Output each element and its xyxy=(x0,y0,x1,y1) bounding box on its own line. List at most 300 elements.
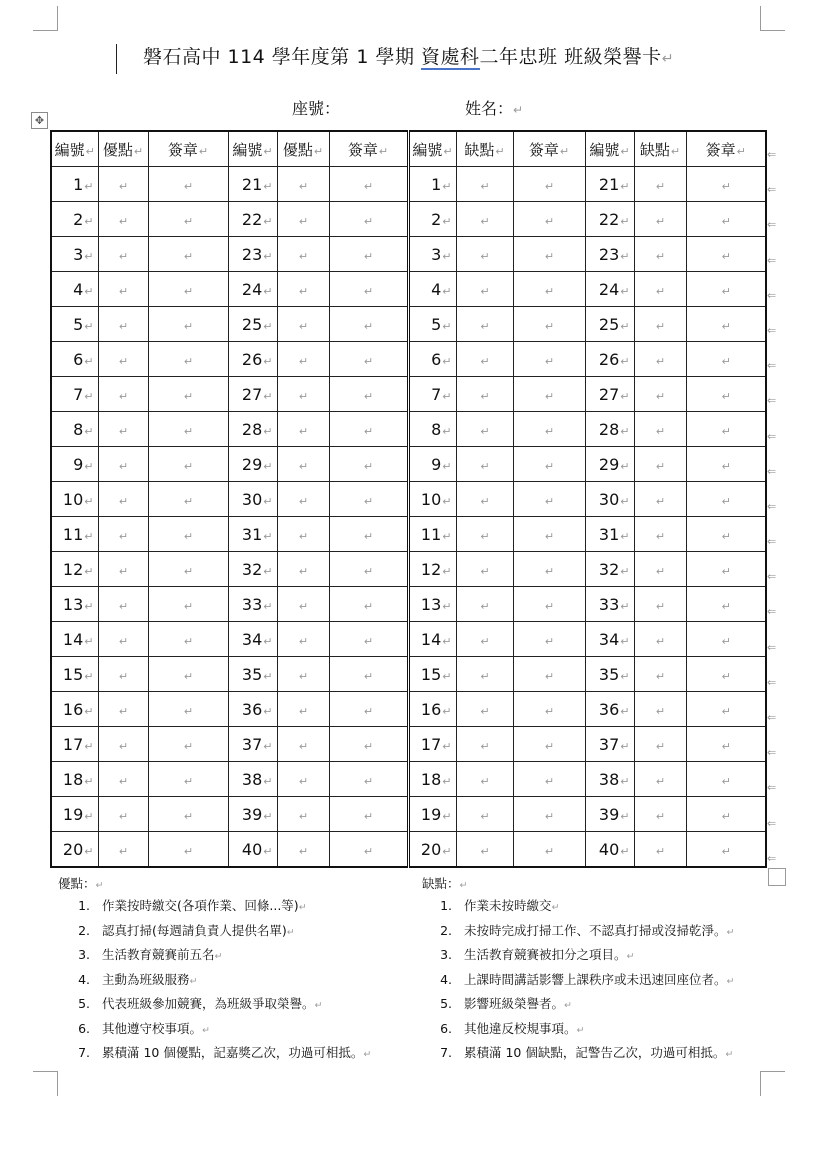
row-end-mark-icon: ⇐ xyxy=(767,148,777,161)
signature-cell[interactable]: ↵ xyxy=(513,517,585,552)
signature-cell[interactable]: ↵ xyxy=(686,797,766,832)
entry-number: 39↵ xyxy=(228,797,277,832)
signature-cell[interactable]: ↵ xyxy=(513,797,585,832)
signature-cell[interactable]: ↵ xyxy=(329,167,408,202)
point-cell[interactable]: ↵ xyxy=(277,727,329,762)
signature-cell[interactable]: ↵ xyxy=(686,307,766,342)
point-cell[interactable]: ↵ xyxy=(98,342,148,377)
entry-number: 4↵ xyxy=(51,272,98,307)
row-end-mark-icon: ⇐ xyxy=(767,675,777,689)
table-move-handle-icon[interactable]: ✥ xyxy=(31,112,48,129)
point-cell[interactable]: ↵ xyxy=(634,762,686,797)
point-cell[interactable]: ↵ xyxy=(277,272,329,307)
crop-mark-top-left xyxy=(33,6,58,31)
signature-cell[interactable]: ↵ xyxy=(329,587,408,622)
row-end-marks xyxy=(767,148,779,887)
signature-cell[interactable]: ↵ xyxy=(513,657,585,692)
entry-number: 7↵ xyxy=(408,377,456,412)
honor-card-table xyxy=(50,130,767,868)
entry-number: 23↵ xyxy=(228,237,277,272)
entry-number: 5↵ xyxy=(408,307,456,342)
point-cell[interactable]: ↵ xyxy=(98,587,148,622)
signature-cell[interactable]: ↵ xyxy=(329,447,408,482)
entry-number: 8↵ xyxy=(408,412,456,447)
entry-number: 26↵ xyxy=(585,342,634,377)
entry-number: 22↵ xyxy=(228,202,277,237)
point-cell[interactable]: ↵ xyxy=(456,202,513,237)
row-end-mark-icon: ⇐ xyxy=(767,851,777,865)
column-header: 簽章↵ xyxy=(513,131,585,167)
point-cell[interactable]: ↵ xyxy=(277,307,329,342)
entry-number: 22↵ xyxy=(585,202,634,237)
table-row xyxy=(51,727,766,762)
entry-number: 27↵ xyxy=(228,377,277,412)
entry-number: 20↵ xyxy=(51,832,98,868)
row-end-mark-icon: ⇐ xyxy=(767,535,777,549)
point-cell[interactable]: ↵ xyxy=(277,797,329,832)
signature-cell[interactable]: ↵ xyxy=(329,657,408,692)
signature-cell[interactable]: ↵ xyxy=(329,762,408,797)
signature-cell[interactable]: ↵ xyxy=(148,272,228,307)
point-cell[interactable]: ↵ xyxy=(456,412,513,447)
list-item: 6. 其他遵守校事項。↵ xyxy=(78,1020,210,1036)
point-cell[interactable]: ↵ xyxy=(277,342,329,377)
entry-number: 12↵ xyxy=(51,552,98,587)
point-cell[interactable]: ↵ xyxy=(98,622,148,657)
signature-cell[interactable]: ↵ xyxy=(513,307,585,342)
signature-cell[interactable]: ↵ xyxy=(329,342,408,377)
entry-number: 1↵ xyxy=(51,167,98,202)
entry-number: 6↵ xyxy=(51,342,98,377)
signature-cell[interactable]: ↵ xyxy=(513,342,585,377)
signature-cell[interactable]: ↵ xyxy=(148,832,228,868)
entry-number: 8↵ xyxy=(51,412,98,447)
point-cell[interactable]: ↵ xyxy=(277,482,329,517)
column-header: 編號↵ xyxy=(228,131,277,167)
point-cell[interactable]: ↵ xyxy=(456,657,513,692)
entry-number: 15↵ xyxy=(51,657,98,692)
table-row xyxy=(51,342,766,377)
table-resize-handle[interactable] xyxy=(768,868,786,886)
entry-number: 36↵ xyxy=(585,692,634,727)
entry-number: 28↵ xyxy=(585,412,634,447)
entry-number: 34↵ xyxy=(228,622,277,657)
point-cell[interactable]: ↵ xyxy=(456,237,513,272)
table-row xyxy=(51,447,766,482)
signature-cell[interactable]: ↵ xyxy=(148,447,228,482)
point-cell[interactable]: ↵ xyxy=(634,587,686,622)
signature-cell[interactable]: ↵ xyxy=(686,832,766,868)
merit-rules-heading: 優點：↵ xyxy=(58,876,104,891)
row-end-mark-icon: ⇐ xyxy=(767,605,777,619)
row-end-mark-icon: ⇐ xyxy=(767,570,777,584)
point-cell[interactable]: ↵ xyxy=(634,657,686,692)
entry-number: 9↵ xyxy=(51,447,98,482)
point-cell[interactable]: ↵ xyxy=(277,517,329,552)
signature-cell[interactable]: ↵ xyxy=(148,342,228,377)
signature-cell[interactable]: ↵ xyxy=(686,727,766,762)
signature-cell[interactable]: ↵ xyxy=(686,622,766,657)
signature-cell[interactable]: ↵ xyxy=(686,202,766,237)
entry-number: 2↵ xyxy=(408,202,456,237)
row-end-mark-icon: ⇐ xyxy=(767,394,777,408)
point-cell[interactable]: ↵ xyxy=(634,237,686,272)
entry-number: 32↵ xyxy=(585,552,634,587)
entry-number: 20↵ xyxy=(408,832,456,868)
point-cell[interactable]: ↵ xyxy=(634,797,686,832)
point-cell[interactable]: ↵ xyxy=(98,377,148,412)
signature-cell[interactable]: ↵ xyxy=(513,587,585,622)
row-end-mark-icon: ⇐ xyxy=(767,288,777,302)
signature-cell[interactable]: ↵ xyxy=(329,622,408,657)
list-item: 3. 生活教育競賽前五名↵ xyxy=(78,947,223,962)
seat-label: 座號： xyxy=(292,99,341,118)
demerit-rules-heading: 缺點：↵ xyxy=(422,876,468,891)
point-cell[interactable]: ↵ xyxy=(456,762,513,797)
entry-number: 38↵ xyxy=(585,762,634,797)
entry-number: 19↵ xyxy=(408,797,456,832)
table-row xyxy=(51,237,766,272)
list-item: 1. 作業按時繳交(各項作業、回條...等)↵ xyxy=(78,898,307,913)
table-row xyxy=(51,202,766,237)
point-cell[interactable]: ↵ xyxy=(98,307,148,342)
point-cell[interactable]: ↵ xyxy=(634,482,686,517)
list-item: 4. 上課時間講話影響上課秩序或未迅速回座位者。↵ xyxy=(440,971,735,987)
entry-number: 9↵ xyxy=(408,447,456,482)
signature-cell[interactable]: ↵ xyxy=(148,202,228,237)
demerit-rules xyxy=(422,874,734,1068)
column-header: 缺點↵ xyxy=(634,131,686,167)
point-cell[interactable]: ↵ xyxy=(98,517,148,552)
signature-cell[interactable]: ↵ xyxy=(329,727,408,762)
entry-number: 26↵ xyxy=(228,342,277,377)
paragraph-mark-icon: ↵ xyxy=(513,103,524,117)
column-header: 簽章↵ xyxy=(686,131,766,167)
entry-number: 2↵ xyxy=(51,202,98,237)
signature-cell[interactable]: ↵ xyxy=(148,237,228,272)
signature-cell[interactable]: ↵ xyxy=(148,797,228,832)
signature-cell[interactable]: ↵ xyxy=(686,237,766,272)
page-title[interactable] xyxy=(0,42,817,69)
signature-cell[interactable]: ↵ xyxy=(513,202,585,237)
point-cell[interactable]: ↵ xyxy=(277,447,329,482)
signature-cell[interactable]: ↵ xyxy=(513,447,585,482)
point-cell[interactable]: ↵ xyxy=(456,447,513,482)
merit-rules xyxy=(58,874,371,1068)
column-header: 編號↵ xyxy=(51,131,98,167)
column-header: 優點↵ xyxy=(98,131,148,167)
entry-number: 25↵ xyxy=(228,307,277,342)
point-cell[interactable]: ↵ xyxy=(634,832,686,868)
entry-number: 3↵ xyxy=(408,237,456,272)
signature-cell[interactable]: ↵ xyxy=(329,552,408,587)
entry-number: 23↵ xyxy=(585,237,634,272)
signature-cell[interactable]: ↵ xyxy=(686,482,766,517)
point-cell[interactable]: ↵ xyxy=(98,832,148,868)
entry-number: 5↵ xyxy=(51,307,98,342)
table-row xyxy=(51,622,766,657)
column-header: 編號↵ xyxy=(585,131,634,167)
point-cell[interactable]: ↵ xyxy=(98,692,148,727)
point-cell[interactable]: ↵ xyxy=(456,587,513,622)
entry-number: 32↵ xyxy=(228,552,277,587)
list-item: 2. 認真打掃(每週請負責人提供名單)↵ xyxy=(78,922,295,938)
entry-number: 17↵ xyxy=(408,727,456,762)
point-cell[interactable]: ↵ xyxy=(277,202,329,237)
entry-number: 15↵ xyxy=(408,657,456,692)
column-header: 簽章↵ xyxy=(329,131,408,167)
signature-cell[interactable]: ↵ xyxy=(329,692,408,727)
table-row xyxy=(51,832,766,868)
point-cell[interactable]: ↵ xyxy=(277,377,329,412)
table-row xyxy=(51,167,766,202)
table-row xyxy=(51,587,766,622)
entry-number: 40↵ xyxy=(228,832,277,868)
point-cell[interactable]: ↵ xyxy=(634,167,686,202)
signature-cell[interactable]: ↵ xyxy=(513,832,585,868)
point-cell[interactable]: ↵ xyxy=(98,167,148,202)
signature-cell[interactable]: ↵ xyxy=(148,482,228,517)
entry-number: 13↵ xyxy=(408,587,456,622)
point-cell[interactable]: ↵ xyxy=(456,832,513,868)
point-cell[interactable]: ↵ xyxy=(634,552,686,587)
point-cell[interactable]: ↵ xyxy=(277,412,329,447)
entry-number: 31↵ xyxy=(585,517,634,552)
table-row xyxy=(51,482,766,517)
point-cell[interactable]: ↵ xyxy=(456,482,513,517)
entry-number: 24↵ xyxy=(585,272,634,307)
point-cell[interactable]: ↵ xyxy=(456,342,513,377)
column-header: 編號↵ xyxy=(408,131,456,167)
entry-number: 16↵ xyxy=(51,692,98,727)
entry-number: 21↵ xyxy=(228,167,277,202)
entry-number: 37↵ xyxy=(228,727,277,762)
signature-cell[interactable]: ↵ xyxy=(148,517,228,552)
point-cell[interactable]: ↵ xyxy=(634,727,686,762)
entry-number: 18↵ xyxy=(51,762,98,797)
point-cell[interactable]: ↵ xyxy=(277,622,329,657)
entry-number: 36↵ xyxy=(228,692,277,727)
row-end-mark-icon: ⇐ xyxy=(767,429,777,443)
row-end-mark-icon: ⇐ xyxy=(767,816,777,830)
entry-number: 27↵ xyxy=(585,377,634,412)
point-cell[interactable]: ↵ xyxy=(277,832,329,868)
crop-mark-bottom-right xyxy=(760,1071,785,1096)
signature-cell[interactable]: ↵ xyxy=(329,272,408,307)
point-cell[interactable]: ↵ xyxy=(634,307,686,342)
entry-number: 14↵ xyxy=(408,622,456,657)
point-cell[interactable]: ↵ xyxy=(456,517,513,552)
list-item: 7. 累積滿 10 個缺點，記警告乙次，功過可相抵。↵ xyxy=(440,1045,734,1060)
row-end-mark-icon: ⇐ xyxy=(767,323,777,337)
title-suffix: 二年忠班 班級榮譽卡 xyxy=(479,46,662,68)
point-cell[interactable]: ↵ xyxy=(456,307,513,342)
point-cell[interactable]: ↵ xyxy=(456,622,513,657)
signature-cell[interactable]: ↵ xyxy=(513,237,585,272)
signature-cell[interactable]: ↵ xyxy=(686,587,766,622)
entry-number: 13↵ xyxy=(51,587,98,622)
point-cell[interactable]: ↵ xyxy=(98,797,148,832)
point-cell[interactable]: ↵ xyxy=(634,202,686,237)
signature-cell[interactable]: ↵ xyxy=(329,377,408,412)
point-cell[interactable]: ↵ xyxy=(456,377,513,412)
point-cell[interactable]: ↵ xyxy=(98,552,148,587)
row-end-mark-icon: ⇐ xyxy=(767,183,777,197)
point-cell[interactable]: ↵ xyxy=(634,272,686,307)
table-row xyxy=(51,657,766,692)
signature-cell[interactable]: ↵ xyxy=(686,552,766,587)
paragraph-mark-icon: ↵ xyxy=(661,51,675,67)
entry-number: 18↵ xyxy=(408,762,456,797)
entry-number: 34↵ xyxy=(585,622,634,657)
point-cell[interactable]: ↵ xyxy=(277,552,329,587)
entry-number: 28↵ xyxy=(228,412,277,447)
list-item: 1. 作業未按時繳交↵ xyxy=(440,898,560,913)
entry-number: 29↵ xyxy=(228,447,277,482)
signature-cell[interactable]: ↵ xyxy=(686,447,766,482)
point-cell[interactable]: ↵ xyxy=(277,587,329,622)
point-cell[interactable]: ↵ xyxy=(456,167,513,202)
signature-cell[interactable]: ↵ xyxy=(148,762,228,797)
signature-cell[interactable]: ↵ xyxy=(513,167,585,202)
signature-cell[interactable]: ↵ xyxy=(148,167,228,202)
signature-cell[interactable]: ↵ xyxy=(148,412,228,447)
signature-cell[interactable]: ↵ xyxy=(686,412,766,447)
entry-number: 33↵ xyxy=(585,587,634,622)
signature-cell[interactable]: ↵ xyxy=(686,657,766,692)
table-row xyxy=(51,797,766,832)
list-item: 4. 主動為班級服務↵ xyxy=(78,971,198,987)
signature-cell[interactable]: ↵ xyxy=(329,797,408,832)
point-cell[interactable]: ↵ xyxy=(634,377,686,412)
row-end-mark-icon: ⇐ xyxy=(767,218,777,232)
title-dept: 資處科 xyxy=(421,46,480,68)
table-row xyxy=(51,692,766,727)
table-row xyxy=(51,762,766,797)
point-cell[interactable]: ↵ xyxy=(98,412,148,447)
entry-number: 10↵ xyxy=(408,482,456,517)
signature-cell[interactable]: ↵ xyxy=(329,202,408,237)
entry-number: 1↵ xyxy=(408,167,456,202)
point-cell[interactable]: ↵ xyxy=(634,622,686,657)
point-cell[interactable]: ↵ xyxy=(98,762,148,797)
entry-number: 11↵ xyxy=(408,517,456,552)
entry-number: 7↵ xyxy=(51,377,98,412)
row-end-mark-icon: ⇐ xyxy=(767,499,777,513)
signature-cell[interactable]: ↵ xyxy=(513,762,585,797)
point-cell[interactable]: ↵ xyxy=(277,167,329,202)
point-cell[interactable]: ↵ xyxy=(634,447,686,482)
signature-cell[interactable]: ↵ xyxy=(513,377,585,412)
row-end-mark-icon: ⇐ xyxy=(767,640,777,654)
point-cell[interactable]: ↵ xyxy=(98,202,148,237)
signature-cell[interactable]: ↵ xyxy=(686,762,766,797)
entry-number: 4↵ xyxy=(408,272,456,307)
point-cell[interactable]: ↵ xyxy=(277,237,329,272)
point-cell[interactable]: ↵ xyxy=(98,272,148,307)
point-cell[interactable]: ↵ xyxy=(456,692,513,727)
signature-cell[interactable]: ↵ xyxy=(686,167,766,202)
entry-number: 16↵ xyxy=(408,692,456,727)
signature-cell[interactable]: ↵ xyxy=(148,552,228,587)
point-cell[interactable]: ↵ xyxy=(456,727,513,762)
entry-number: 17↵ xyxy=(51,727,98,762)
signature-cell[interactable]: ↵ xyxy=(329,482,408,517)
signature-cell[interactable]: ↵ xyxy=(686,342,766,377)
signature-cell[interactable]: ↵ xyxy=(148,377,228,412)
column-header: 優點↵ xyxy=(277,131,329,167)
signature-cell[interactable]: ↵ xyxy=(513,622,585,657)
signature-cell[interactable]: ↵ xyxy=(686,517,766,552)
row-end-mark-icon: ⇐ xyxy=(767,781,777,795)
signature-cell[interactable]: ↵ xyxy=(329,832,408,868)
merit-rules-list xyxy=(58,896,371,1068)
entry-number: 35↵ xyxy=(228,657,277,692)
point-cell[interactable]: ↵ xyxy=(98,727,148,762)
point-cell[interactable]: ↵ xyxy=(277,657,329,692)
point-cell[interactable]: ↵ xyxy=(456,797,513,832)
signature-cell[interactable]: ↵ xyxy=(513,727,585,762)
point-cell[interactable]: ↵ xyxy=(634,517,686,552)
entry-number: 21↵ xyxy=(585,167,634,202)
signature-cell[interactable]: ↵ xyxy=(686,692,766,727)
signature-cell[interactable]: ↵ xyxy=(329,412,408,447)
signature-cell[interactable]: ↵ xyxy=(513,272,585,307)
point-cell[interactable]: ↵ xyxy=(634,412,686,447)
point-cell[interactable]: ↵ xyxy=(634,342,686,377)
signature-cell[interactable]: ↵ xyxy=(148,692,228,727)
point-cell[interactable]: ↵ xyxy=(98,482,148,517)
list-item: 7. 累積滿 10 個優點，記嘉獎乙次，功過可相抵。↵ xyxy=(78,1045,372,1060)
entry-number: 39↵ xyxy=(585,797,634,832)
point-cell[interactable]: ↵ xyxy=(456,552,513,587)
point-cell[interactable]: ↵ xyxy=(456,272,513,307)
entry-number: 3↵ xyxy=(51,237,98,272)
entry-number: 12↵ xyxy=(408,552,456,587)
list-item: 5. 影響班級榮譽者。↵ xyxy=(440,996,572,1011)
point-cell[interactable]: ↵ xyxy=(634,692,686,727)
signature-cell[interactable]: ↵ xyxy=(513,482,585,517)
entry-number: 30↵ xyxy=(585,482,634,517)
list-item: 2. 未按時完成打掃工作、不認真打掃或沒掃乾淨。↵ xyxy=(440,922,735,938)
entry-number: 30↵ xyxy=(228,482,277,517)
point-cell[interactable]: ↵ xyxy=(277,762,329,797)
list-item: 3. 生活教育競賽被扣分之項目。↵ xyxy=(440,947,635,962)
signature-cell[interactable]: ↵ xyxy=(513,692,585,727)
signature-cell[interactable]: ↵ xyxy=(148,657,228,692)
signature-cell[interactable]: ↵ xyxy=(329,237,408,272)
table-header-row xyxy=(51,131,766,167)
entry-number: 19↵ xyxy=(51,797,98,832)
signature-cell[interactable]: ↵ xyxy=(513,412,585,447)
signature-cell[interactable]: ↵ xyxy=(148,622,228,657)
signature-cell[interactable]: ↵ xyxy=(513,552,585,587)
signature-cell[interactable]: ↵ xyxy=(148,307,228,342)
point-cell[interactable]: ↵ xyxy=(98,657,148,692)
signature-cell[interactable]: ↵ xyxy=(148,727,228,762)
signature-cell[interactable]: ↵ xyxy=(329,307,408,342)
title-prefix: 磐石高中 114 學年度第 1 學期 xyxy=(142,46,422,68)
point-cell[interactable]: ↵ xyxy=(98,447,148,482)
point-cell[interactable]: ↵ xyxy=(277,692,329,727)
signature-cell[interactable]: ↵ xyxy=(686,272,766,307)
signature-cell[interactable]: ↵ xyxy=(329,517,408,552)
signature-cell[interactable]: ↵ xyxy=(686,377,766,412)
signature-cell[interactable]: ↵ xyxy=(148,587,228,622)
entry-number: 14↵ xyxy=(51,622,98,657)
crop-mark-bottom-left xyxy=(33,1071,58,1096)
point-cell[interactable]: ↵ xyxy=(98,237,148,272)
